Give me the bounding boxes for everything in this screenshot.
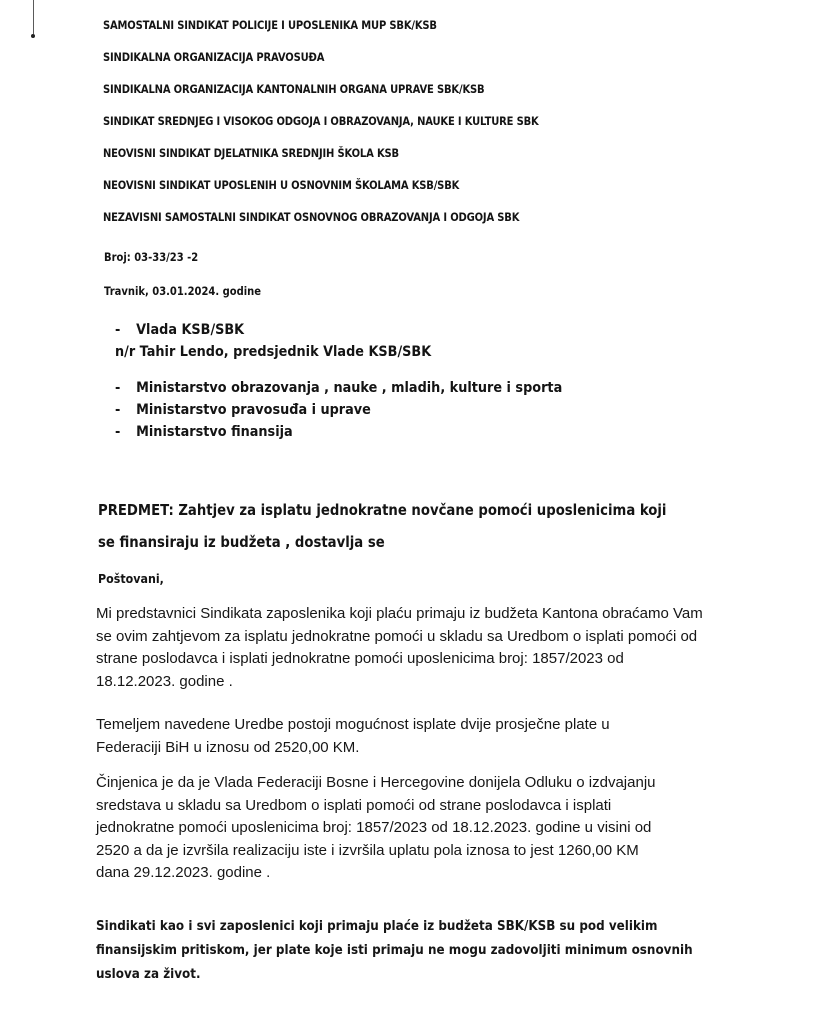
paragraph-line: 18.12.2023. godine . (96, 672, 233, 690)
union-name: NEOVISNI SINDIKAT DJELATNIKA SREDNJIH ŠKOLA KSB (103, 146, 399, 160)
union-name: SINDIKALNA ORGANIZACIJA PRAVOSUĐA (103, 50, 325, 64)
body-paragraph-request (96, 603, 772, 693)
reference-number: Broj: 03-33/23 -2 (104, 250, 199, 264)
paragraph-line: se ovim zahtjevom za isplatu jednokratne pomoći u skladu sa Uredbom o isplati pomoći od (96, 627, 698, 645)
paragraph-line: sredstava u skladu sa Uredbom o isplati pomoći od strane poslodavca i isplati (96, 796, 612, 814)
recipient-ministry: Ministarstvo obrazovanja , nauke , mladih, kulture i sporta (136, 379, 563, 396)
salutation: Poštovani, (98, 571, 164, 586)
subject-heading (98, 494, 666, 558)
recipient-ministry: Ministarstvo finansija (136, 423, 293, 440)
recipient-item (115, 377, 562, 399)
body-paragraph-regulation (96, 714, 772, 759)
union-name: NEZAVISNI SAMOSTALNI SINDIKAT OSNOVNOG OBRAZOVANJA I ODGOJA SBK (103, 210, 520, 224)
paragraph-line: finansijskim pritiskom, jer plate koje isti primaju ne mogu zadovoljiti minimum osnovnih (96, 942, 693, 958)
letterhead-union-list (103, 17, 609, 241)
paragraph-line: Mi predstavnici Sindikata zaposlenika koji plaću primaju iz budžeta Kantona obraćamo Vam (96, 605, 703, 622)
bullet-dash: - (115, 321, 121, 338)
recipient-ministry: Ministarstvo pravosuđa i uprave (136, 401, 371, 418)
body-paragraph-pressure (96, 914, 791, 986)
paragraph-line: Sindikati kao i svi zaposlenici koji primaju plaće iz budžeta SBK/KSB su pod velikim (96, 918, 658, 934)
paragraph-line: 2520 a da je izvršila realizaciju iste i izvršila uplatu pola iznosa to jest 1260,00 KM (96, 841, 639, 859)
union-name: NEOVISNI SINDIKAT UPOSLENIH U OSNOVNIM ŠKOLAMA KSB/SBK (103, 178, 460, 192)
place-date: Travnik, 03.01.2024. godine (104, 284, 262, 298)
recipient-attention (115, 341, 562, 365)
subject-line: se finansiraju iz budžeta , dostavlja se (98, 533, 385, 551)
union-name: SAMOSTALNI SINDIKAT POLICIJE I UPOSLENIKA MUP SBK/KSB (103, 18, 437, 32)
bullet-dash: - (115, 423, 121, 440)
union-name: SINDIKAT SREDNJEG I VISOKOG ODGOJA I OBRAZOVANJA, NAUKE I KULTURE SBK (103, 114, 539, 128)
paragraph-line: Temeljem navedene Uredbe postoji mogućnost isplate dvije prosječne plate u (96, 716, 610, 733)
recipients-list (115, 319, 623, 443)
subject-line: PREDMET: Zahtjev za isplatu jednokratne novčane pomoći uposlenicima koji (98, 501, 667, 519)
paragraph-line: jednokratne pomoći uposlenicima broj: 1857/2023 od 18.12.2023. godine u visini od (96, 819, 652, 836)
paragraph-line: strane poslodavca i isplati jednokratne pomoći uposlenicima broj: 1857/2023 od (96, 650, 624, 667)
paragraph-line: Činjenica je da je Vlada Federaciji Bosne i Hercegovine donijela Odluku o izdvajanju (96, 774, 656, 791)
scan-edge-mark (33, 0, 34, 34)
scan-edge-dot (31, 34, 35, 38)
body-paragraph-federation (96, 772, 772, 885)
recipient-attention-text: n/r Tahir Lendo, predsjednik Vlade KSB/SBK (115, 343, 432, 360)
recipient-item (115, 421, 562, 443)
bullet-dash: - (115, 401, 121, 418)
paragraph-line: Federaciji BiH u iznosu od 2520,00 KM. (96, 738, 360, 756)
recipient-government: Vlada KSB/SBK (136, 321, 245, 338)
paragraph-line: uslova za život. (96, 966, 201, 982)
union-name: SINDIKALNA ORGANIZACIJA KANTONALNIH ORGANA UPRAVE SBK/KSB (103, 82, 485, 96)
paragraph-line: dana 29.12.2023. godine . (96, 864, 271, 881)
recipient-item (115, 319, 562, 341)
bullet-dash: - (115, 379, 121, 396)
recipient-item (115, 399, 562, 421)
